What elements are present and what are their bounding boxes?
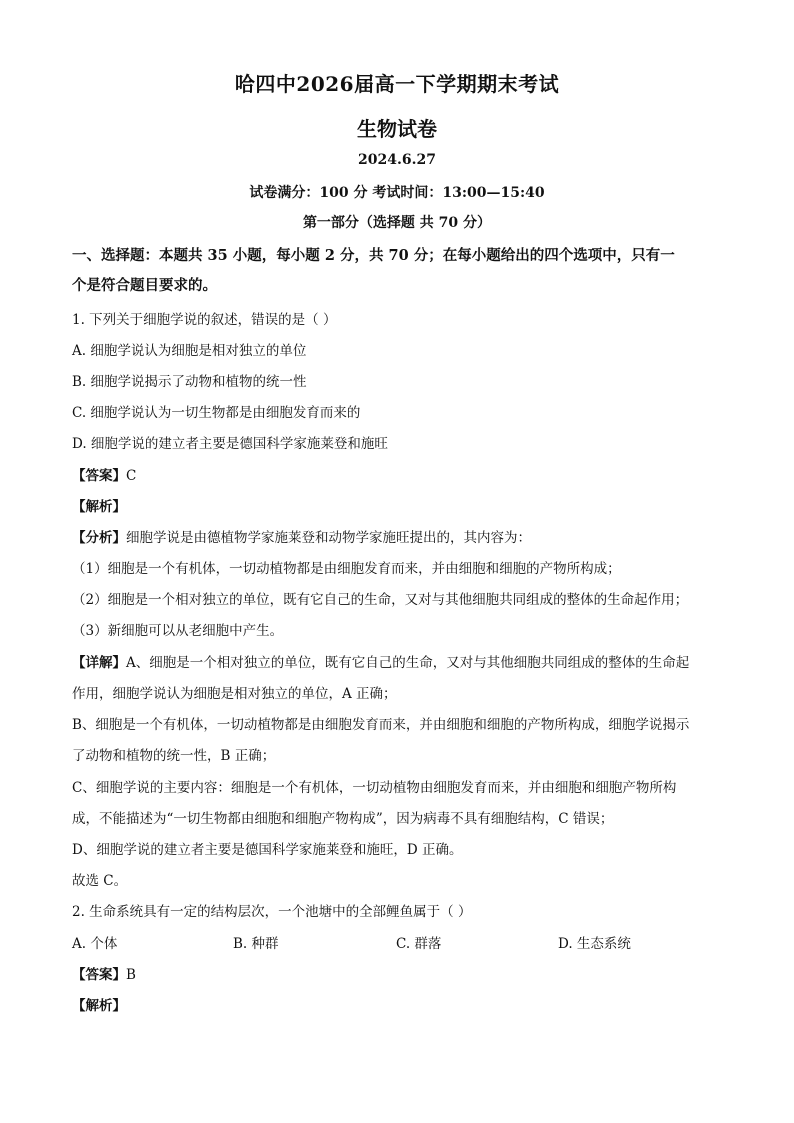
answer-tag: 【答案】	[72, 468, 126, 484]
question-2-analysis-tag	[72, 994, 126, 1014]
question-1-point-2: （2）细胞是一个相对独立的单位，既有它自己的生命，又对与其他细胞共同组成的整体的生命起作用；	[72, 592, 689, 608]
analysis-tag: 【解析】	[72, 998, 126, 1014]
question-1-point-3: （3）新细胞可以从老细胞中产生。	[72, 623, 284, 639]
part-heading: 第一部分（选择题 共 70 分）	[302, 215, 492, 231]
question-2-stem: 2. 生命系统具有一定的结构层次，一个池塘中的全部鲤鱼属于（ ）	[72, 904, 472, 920]
question-2-option-a: A. 个体	[72, 936, 118, 952]
detail-text: A、细胞是一个相对独立的单位，既有它自己的生命，又对与其他细胞共同组成的整体的生命起	[126, 655, 690, 671]
question-1-stem: 1. 下列关于细胞学说的叙述，错误的是（ ）	[72, 312, 337, 328]
question-1-answer	[72, 464, 136, 484]
question-1-detail-line-5: C、细胞学说的主要内容：细胞是一个有机体，一切动植物由细胞发育而来，并由细胞和细胞产物所构	[72, 780, 677, 796]
question-1-option-a: A. 细胞学说认为细胞是相对独立的单位	[72, 343, 307, 359]
question-1-option-b: B. 细胞学说揭示了动物和植物的统一性	[72, 374, 307, 390]
exam-meta: 试卷满分：100 分 考试时间：13:00—15:40	[249, 185, 545, 201]
answer-value: B	[126, 967, 136, 983]
exam-subject: 生物试卷	[357, 117, 437, 141]
question-1-point-1: （1）细胞是一个有机体，一切动植物都是由细胞发育而来，并由细胞和细胞的产物所构成；	[72, 561, 621, 577]
detail-tag: 【详解】	[72, 655, 126, 671]
question-1-option-d: D. 细胞学说的建立者主要是德国科学家施莱登和施旺	[72, 436, 388, 452]
exam-date: 2024.6.27	[358, 152, 436, 168]
section-instructions-line1: 一、选择题：本题共 35 小题，每小题 2 分，共 70 分；在每小题给出的四个选项中，只有一	[72, 247, 675, 264]
question-1-option-c: C. 细胞学说认为一切生物都是由细胞发育而来的	[72, 405, 361, 421]
answer-tag: 【答案】	[72, 967, 126, 983]
answer-value: C	[126, 468, 137, 484]
question-1-detail-line-3: B、细胞是一个有机体，一切动植物都是由细胞发育而来，并由细胞和细胞的产物所构成，细胞学说揭示	[72, 717, 690, 733]
fenxi-text: 细胞学说是由德植物学家施莱登和动物学家施旺提出的，其内容为：	[126, 530, 531, 546]
question-1-analysis-tag	[72, 495, 126, 515]
question-2-option-d: D. 生态系统	[558, 936, 631, 952]
question-1-detail-line-4: 了动物和植物的统一性，B 正确；	[72, 748, 276, 764]
question-1-detail-line-2: 作用，细胞学说认为细胞是相对独立的单位，A 正确；	[72, 686, 397, 702]
fenxi-tag: 【分析】	[72, 530, 126, 546]
question-1-detail-line-6: 成，不能描述为“一切生物都由细胞和细胞产物构成”，因为病毒不具有细胞结构，C 错误；	[72, 811, 614, 827]
question-1-detail-line-1	[72, 651, 689, 671]
analysis-tag: 【解析】	[72, 499, 126, 515]
question-1-fenxi	[72, 526, 531, 546]
question-1-conclusion: 故选 C。	[72, 873, 128, 889]
section-instructions-line2: 个是符合题目要求的。	[72, 277, 217, 294]
question-2-answer	[72, 963, 136, 983]
question-2-option-c: C. 群落	[396, 936, 442, 952]
question-1-detail-line-7: D、细胞学说的建立者主要是德国科学家施莱登和施旺，D 正确。	[72, 842, 463, 858]
question-2-option-b: B. 种群	[233, 936, 279, 952]
exam-title: 哈四中2026届高一下学期期末考试	[234, 72, 560, 96]
